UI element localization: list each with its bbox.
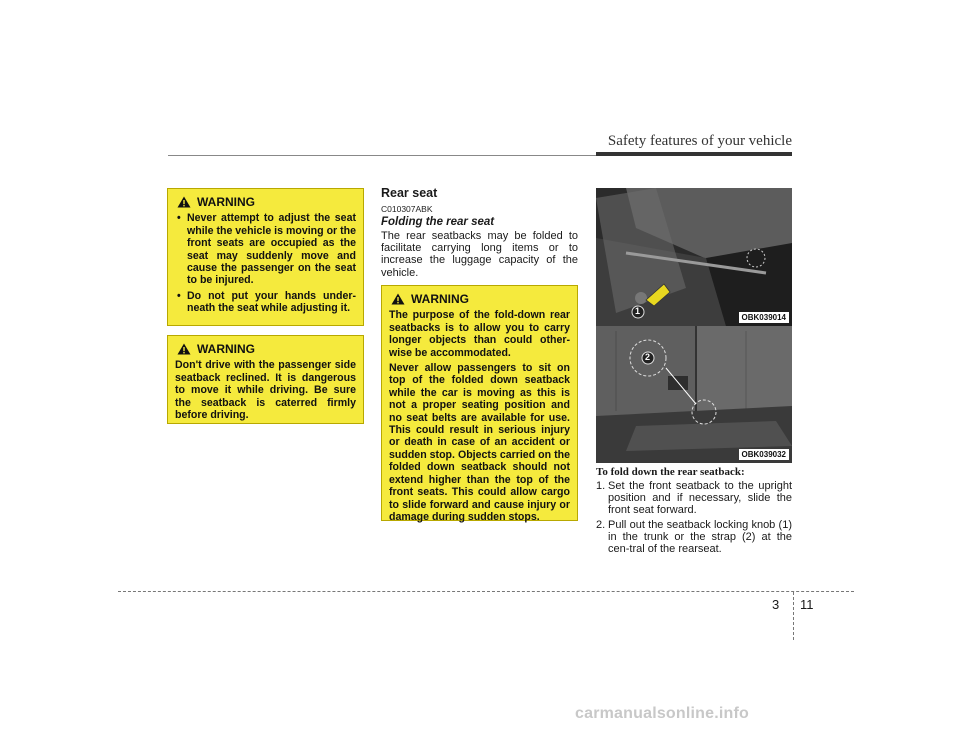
warning-list [175, 212, 356, 314]
rear-seat-subheading: Folding the rear seat [381, 216, 495, 228]
callout-1-label: 1 [635, 306, 641, 316]
warning-triangle-icon [177, 196, 191, 208]
warning-item: • Never attempt to adjust the seat while the vehicle is moving or the front seats are occupied as the seat may suddenly move and cause the passenger on the seat to be injured. [175, 212, 356, 286]
section-code: C010307ABK [381, 204, 433, 214]
image-code: OBK039032 [739, 449, 789, 460]
warning-title: WARNING [197, 342, 255, 356]
footer-divider [793, 592, 794, 640]
page-number: 11 [800, 597, 814, 612]
step-text: Set the front seatback to the upright position and if necessary, slide the front seat forward. [608, 480, 792, 517]
section-title: Safety features of your vehicle [607, 133, 792, 149]
rear-seat-heading: Rear seat [381, 186, 438, 200]
trunk-lock-knob-image [596, 188, 792, 326]
warning-item: • Do not put your hands under-neath the seat while adjusting it. [175, 290, 356, 315]
rear-seat-strap-image [596, 326, 792, 463]
step-text: Pull out the seatback locking knob (1) in the trunk or the strap (2) at the cen-tral of the rearseat. [608, 518, 792, 556]
step-number: 1. [596, 480, 606, 492]
warning-text: Don't drive with the passenger side seatback reclined. It is dangerous to move it while driving. Be sure the seatback is caterred firmly before driving. [175, 359, 356, 422]
warning-paragraph: The purpose of the fold-down rear seatbacks is to allow you to carry longer objects than could other-wise be accommodated. [389, 309, 570, 359]
fold-step [596, 480, 792, 517]
warning-triangle-icon [391, 293, 405, 305]
fold-step [596, 519, 792, 556]
chapter-number: 3 [772, 597, 780, 612]
warning-box-recline [167, 335, 364, 424]
warning-triangle-icon [177, 343, 191, 355]
warning-title: WARNING [197, 195, 255, 209]
step-number: 2. [596, 518, 606, 531]
warning-title: WARNING [411, 292, 469, 306]
header-bar [596, 152, 792, 156]
footer-rule [118, 591, 854, 592]
image-code: OBK039014 [739, 312, 789, 323]
warning-header [175, 343, 356, 355]
warning-header [175, 196, 356, 208]
rear-seat-body: The rear seatbacks may be folded to facilitate carrying long items or to increase the luggage capacity of the vehicle. [381, 230, 578, 279]
warning-box-seat-adjust [167, 188, 364, 326]
callout-2-label: 2 [645, 352, 651, 362]
warning-header [389, 293, 570, 305]
fold-steps-list [596, 480, 792, 555]
watermark: carmanualsonline.info [575, 705, 750, 722]
fold-steps-title: To fold down the rear seatback: [596, 466, 745, 478]
warning-paragraph: Never allow passengers to sit on top of the folded down seatback while the car is moving as this is not a proper seating position and no seat belts are available for use. This could result in serious injury or death in case of an accident or sudden stop. Objects carried on the folded down seatback should not extend higher than the top of the front seats. This could allow cargo to slide forward and cause injury or damage during sudden stops. [389, 362, 570, 523]
warning-box-fold-down [381, 285, 578, 521]
